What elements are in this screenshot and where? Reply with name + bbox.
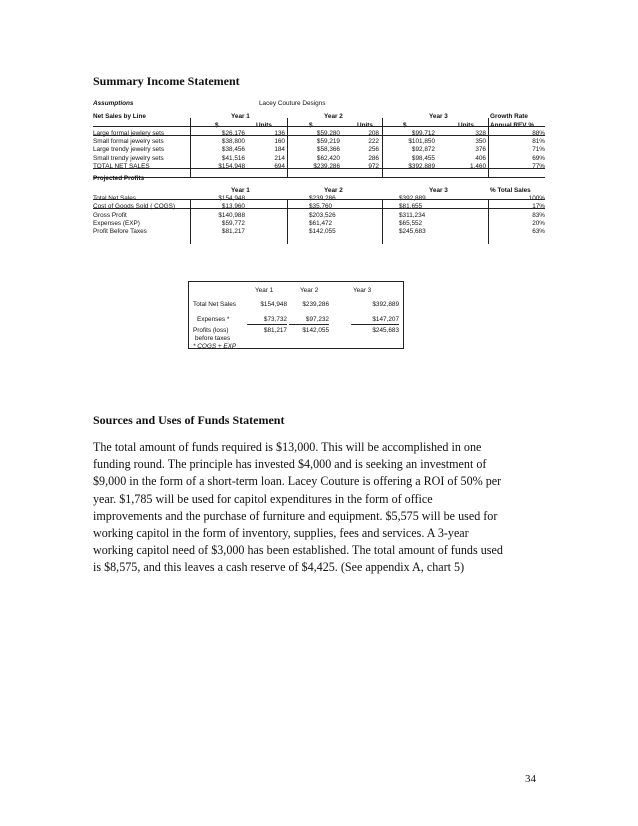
projected-profits-label: Projected Profits <box>93 175 145 183</box>
paragraph-line: $9,000 in the form of a short-term loan. Lacey Couture is offering a ROI of 50% per <box>93 474 502 489</box>
sheet-header-row <box>93 113 545 121</box>
cell-y1: $140,988 <box>218 211 245 219</box>
proj-year3-header: Year 3 <box>429 186 448 194</box>
dollar-header-3: $ <box>403 121 407 129</box>
cell-y2: $61,472 <box>309 219 333 227</box>
cell-y3: $92,872 <box>411 146 435 154</box>
cell-growth: 77% <box>532 163 545 171</box>
assumptions-label: Assumptions <box>93 100 134 107</box>
paragraph-line: funding round. The principle has invested $4,000 and is seeking an investment of <box>93 457 487 472</box>
paragraph-line: is $8,575, and this leaves a cash reserve of $4,425. (See appendix A, chart 5) <box>93 560 465 575</box>
row-label: Total Net Sales <box>93 194 136 202</box>
column-divider <box>382 199 383 244</box>
total-bottom-divider <box>93 177 545 178</box>
row-label: Gross Profit <box>93 211 127 219</box>
sales-row <box>93 155 545 163</box>
cell-y1: $26,176 <box>221 129 245 137</box>
row-label: Small trendy jewelry sets <box>93 154 164 162</box>
summary-income-heading: Summary Income Statement <box>93 74 240 88</box>
cell-u2: 256 <box>368 146 379 154</box>
cell-u2: 208 <box>368 129 379 137</box>
cell-y1: $38,800 <box>221 138 245 146</box>
box-footnote: * COGS + EXP <box>193 343 237 350</box>
box-sales-y1: $154,948 <box>260 301 287 308</box>
cell-u2: 222 <box>368 138 379 146</box>
header-divider <box>93 126 545 127</box>
cell-u3: 350 <box>475 138 486 146</box>
sources-uses-heading: Sources and Uses of Funds Statement <box>93 413 285 427</box>
cell-y2: $239,286 <box>313 163 340 171</box>
cell-y2: $58,366 <box>316 146 340 154</box>
cell-u1: 184 <box>274 146 285 154</box>
column-divider <box>190 118 191 177</box>
company-name: Lacey Couture Designs <box>259 100 326 107</box>
column-divider <box>190 199 191 244</box>
cell-y3: $65,552 <box>399 219 423 227</box>
units-header-1: Units <box>256 121 272 129</box>
row-label: Small formal jewelry sets <box>93 138 164 146</box>
column-divider <box>488 199 489 244</box>
cell-y1: $13,960 <box>221 203 245 211</box>
cell-y2: $35,760 <box>309 203 333 211</box>
box-profit-label-2: before taxes <box>195 335 231 342</box>
paragraph-line: working capitol in the form of inventory, supplies, fees and services. A 3-year <box>93 526 469 541</box>
cell-pct: 20% <box>532 219 545 227</box>
cell-y1: $38,456 <box>221 146 245 154</box>
box-year2-header: Year 2 <box>300 287 319 294</box>
cell-y1: $154,948 <box>218 163 245 171</box>
proj-year1-header: Year 1 <box>231 186 250 194</box>
column-divider <box>287 199 288 244</box>
projected-row <box>93 212 545 220</box>
column-divider <box>382 118 383 177</box>
cell-u3: 406 <box>475 154 486 162</box>
sales-row <box>93 138 545 146</box>
cell-y1: $59,772 <box>221 219 245 227</box>
cell-growth: 69% <box>532 154 545 162</box>
box-year3-header: Year 3 <box>353 287 372 294</box>
cell-u2: 972 <box>368 163 379 171</box>
growth-rate-header: Growth Rate <box>490 113 528 121</box>
cell-u2: 286 <box>368 154 379 162</box>
cell-y3: $392,889 <box>408 163 435 171</box>
column-divider <box>488 118 489 177</box>
cell-y3: $311,234 <box>399 211 426 219</box>
cell-pct: 17% <box>532 203 545 211</box>
net-sales-by-line-label: Net Sales by Line <box>93 113 146 121</box>
cell-pct: 100% <box>528 194 545 202</box>
projected-row <box>93 228 545 236</box>
cell-y3: $81,655 <box>399 203 423 211</box>
sheet-title-row <box>93 100 545 108</box>
dollar-header-2: $ <box>309 121 313 129</box>
year2-header: Year 2 <box>324 113 343 121</box>
year3-header: Year 3 <box>429 113 448 121</box>
row-label: Expenses (EXP) <box>93 219 140 227</box>
box-profit-y2: $142,055 <box>302 327 329 334</box>
box-exp-y1: $73,732 <box>247 316 287 325</box>
cell-u3: 1,460 <box>470 163 486 171</box>
box-sales-y2: $239,286 <box>302 301 329 308</box>
cell-y3: $101,850 <box>408 138 435 146</box>
box-exp-label: Expenses * <box>197 316 230 323</box>
box-profit-label-1: Profits (loss) <box>193 327 229 334</box>
cell-u3: 328 <box>475 129 486 137</box>
cell-u1: 136 <box>274 129 285 137</box>
year1-header: Year 1 <box>231 113 250 121</box>
cell-y3: $392,889 <box>399 194 426 202</box>
paragraph-line: improvements and the purchase of furniture and equipment. $5,575 will be used for <box>93 508 498 523</box>
sources-uses-paragraph <box>93 439 553 577</box>
cell-y2: $203,526 <box>309 211 336 219</box>
cell-y1: $154,948 <box>218 194 245 202</box>
box-profit-y3: $245,683 <box>372 327 399 334</box>
cell-y1: $81,217 <box>221 228 245 236</box>
cell-u1: 214 <box>274 154 285 162</box>
assumptions-spreadsheet <box>93 100 545 236</box>
cell-y2: $59,219 <box>316 138 340 146</box>
cell-y3: $98,455 <box>411 154 435 162</box>
cell-growth: 71% <box>532 146 545 154</box>
box-sales-label: Total Net Sales <box>193 301 236 308</box>
paragraph-line: year. $1,785 will be used for capitol expenditures in the form of office <box>93 491 433 506</box>
cell-pct: 83% <box>532 211 545 219</box>
cell-pct: 63% <box>532 228 545 236</box>
cell-y1: $41,516 <box>221 154 245 162</box>
column-divider <box>287 118 288 177</box>
proj-year2-header: Year 2 <box>324 186 343 194</box>
pct-total-sales-header: % Total Sales <box>490 186 531 194</box>
box-sales-y3: $392,889 <box>372 301 399 308</box>
profit-summary-box <box>188 281 404 349</box>
cell-growth: 81% <box>532 138 545 146</box>
row-label: Large trendy jewelry sets <box>93 146 165 154</box>
dollar-header-1: $ <box>215 121 219 129</box>
row-label: Profit Before Taxes <box>93 228 147 236</box>
cell-y3: $99,712 <box>411 129 435 137</box>
cell-growth: 88% <box>532 129 545 137</box>
row-label: Large formal jewlery sets <box>93 129 165 137</box>
cell-y2: $142,055 <box>309 228 336 236</box>
box-year1-header: Year 1 <box>255 287 274 294</box>
cell-y2: $59,280 <box>316 129 340 137</box>
paragraph-line: The total amount of funds required is $13,000. This will be accomplished in one <box>93 440 482 454</box>
cell-y2: $62,420 <box>316 154 340 162</box>
total-divider <box>93 168 545 169</box>
projected-header-row <box>93 187 545 195</box>
projected-divider <box>93 208 545 209</box>
cell-u1: 160 <box>274 138 285 146</box>
paragraph-line: working capitol need of $3,000 has been established. The total amount of funds used <box>93 543 503 558</box>
box-profit-y1: $81,217 <box>263 327 287 334</box>
units-header-2: Units <box>357 121 373 129</box>
cell-y2: $239,286 <box>309 194 336 202</box>
row-label: TOTAL NET SALES <box>93 163 150 171</box>
cell-y3: $245,683 <box>399 228 426 236</box>
page-number: 34 <box>525 773 536 785</box>
box-exp-y3: $147,207 <box>351 316 399 325</box>
box-exp-y2: $97,232 <box>289 316 329 325</box>
projected-row <box>93 220 545 228</box>
units-header-3: Units <box>458 121 474 129</box>
projected-header-divider <box>93 199 545 200</box>
row-label: Cost of Goods Sold ( COGS) <box>93 203 176 211</box>
annual-rev-header: Annual REV % <box>490 121 535 129</box>
cell-u3: 376 <box>475 146 486 154</box>
cell-u1: 694 <box>274 163 285 171</box>
units-divider <box>93 135 545 136</box>
sales-row <box>93 146 545 154</box>
